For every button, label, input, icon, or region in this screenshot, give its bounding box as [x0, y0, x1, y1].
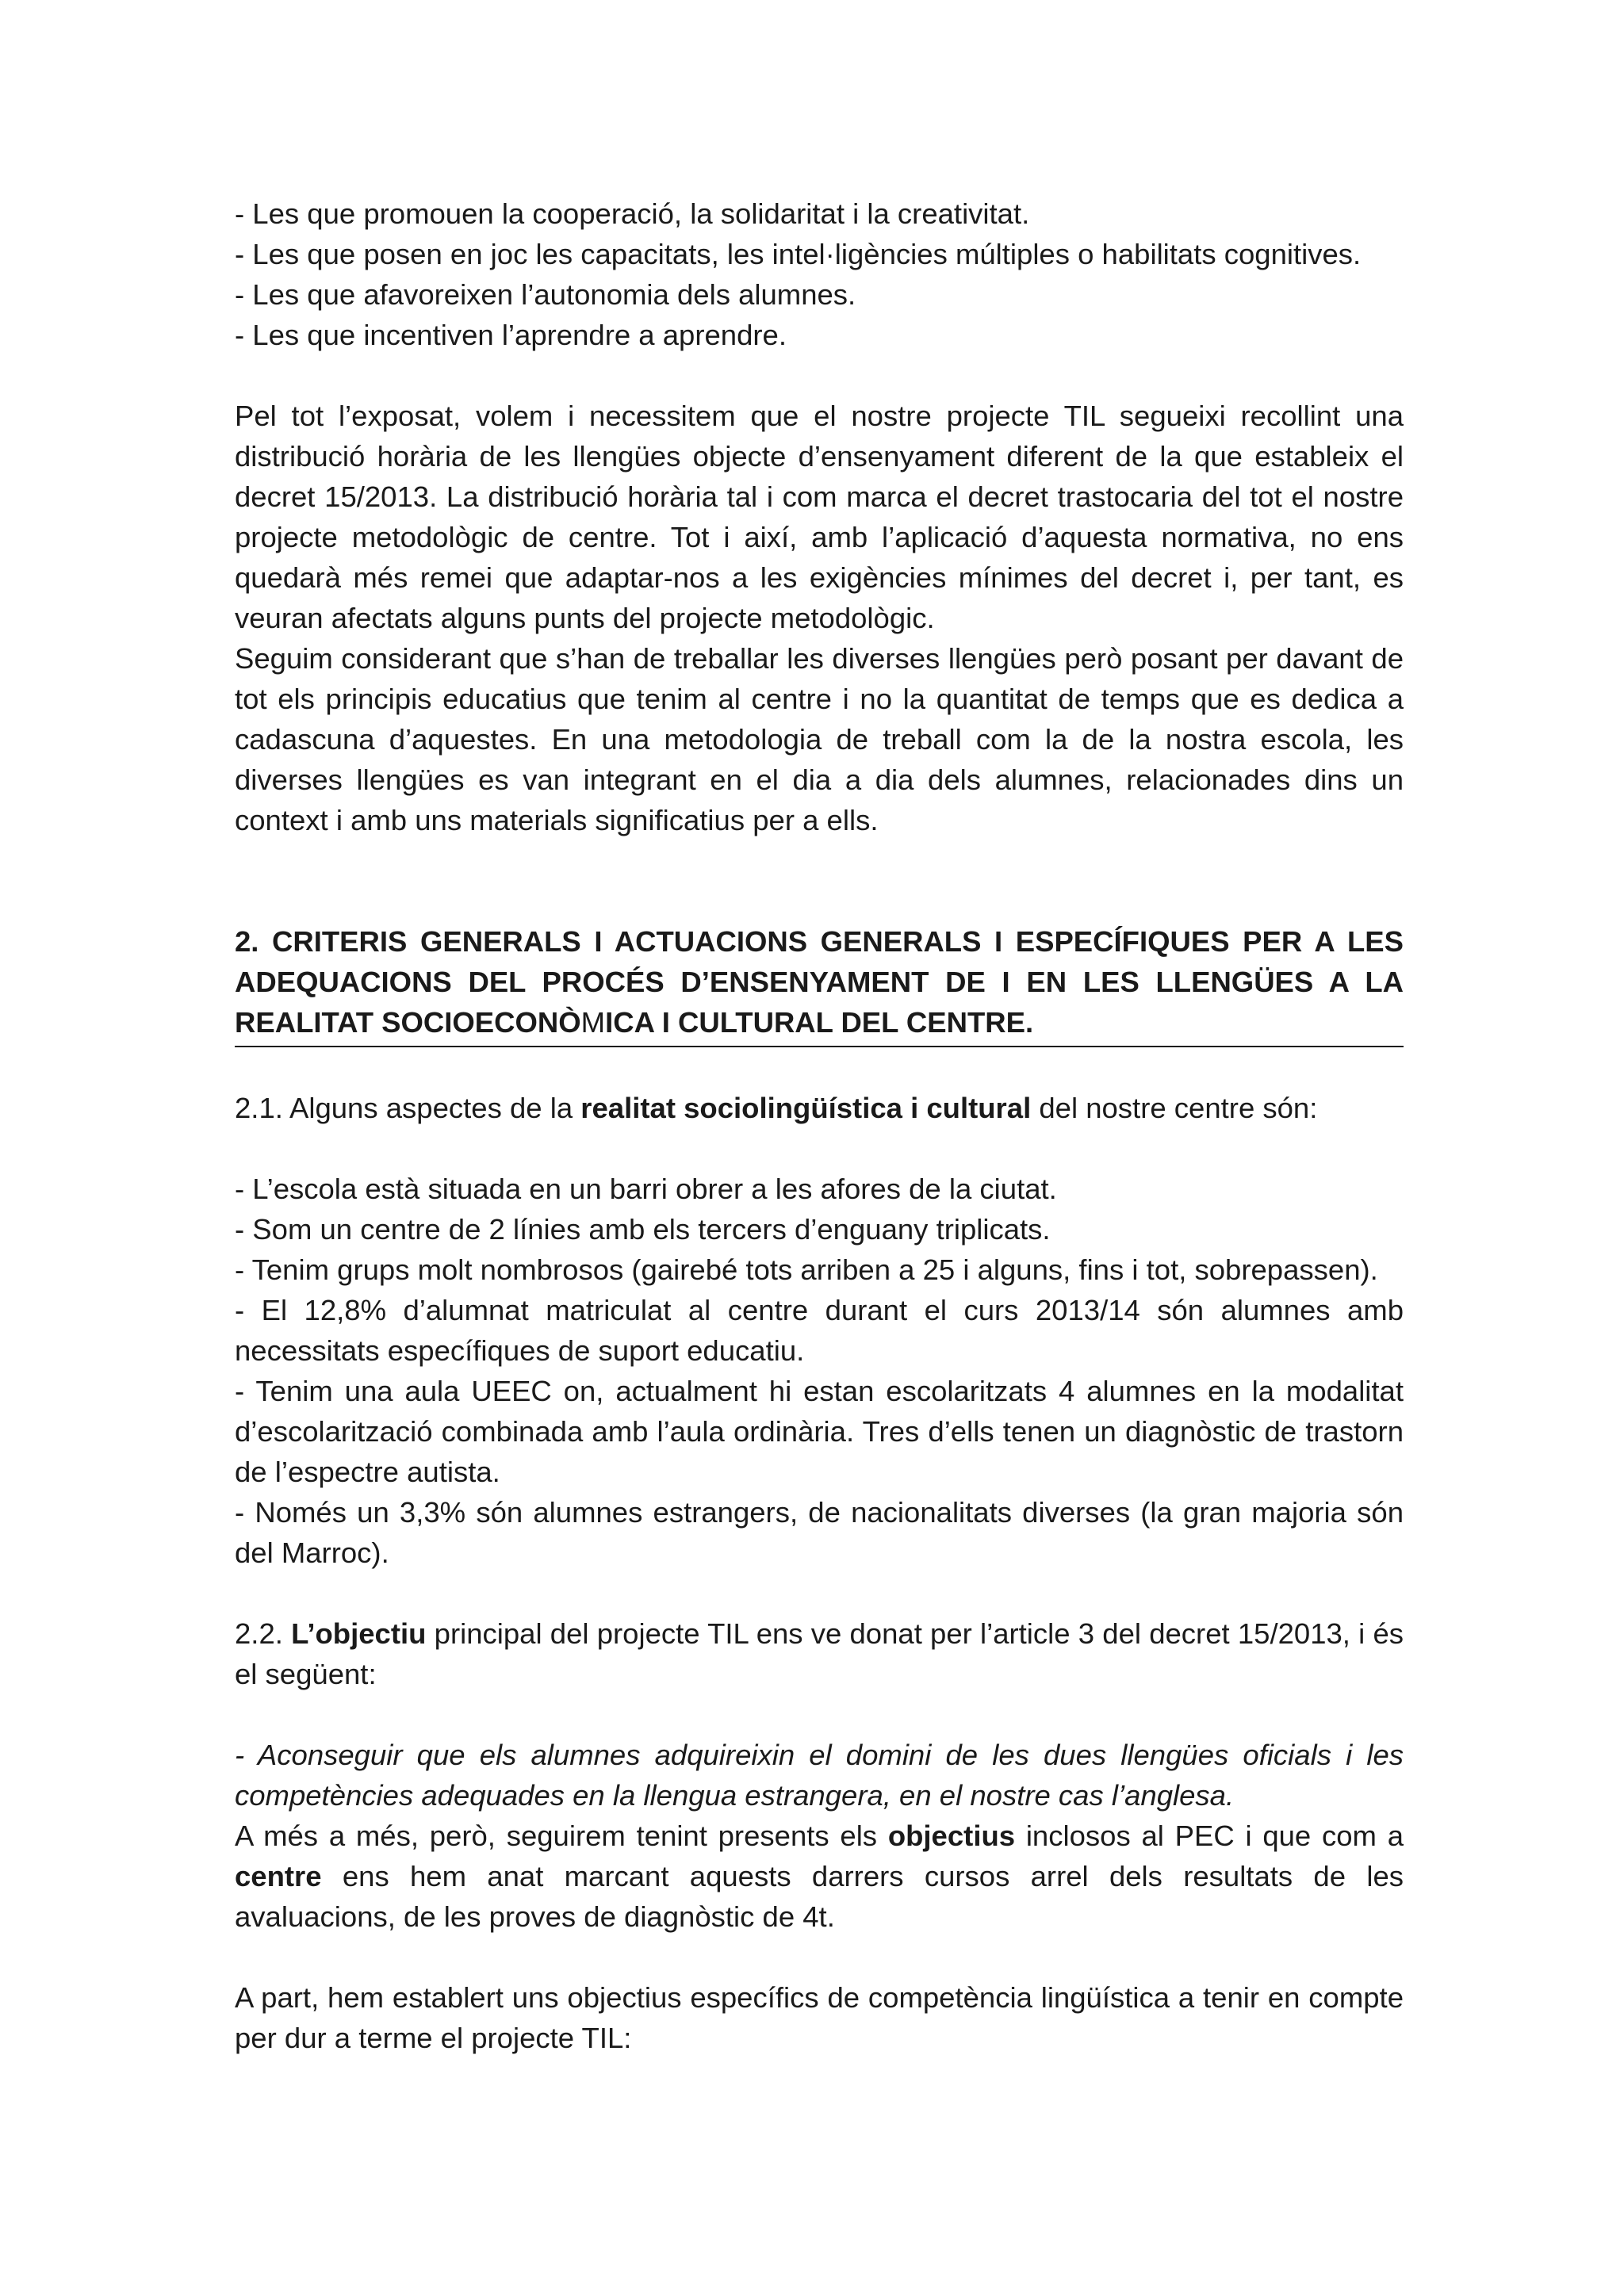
intro-bullet: - Les que posen en joc les capacitats, les intel·ligències múltiples o habilitats cognitives. — [235, 238, 1362, 270]
spacer — [235, 1047, 1404, 1088]
spacer — [235, 1573, 1404, 1613]
paragraph-objectius — [235, 1816, 1404, 1937]
spacer — [235, 1128, 1404, 1169]
section-2-1-intro — [235, 1088, 1404, 1128]
objective-quote — [235, 1735, 1404, 1816]
objectius-text-c: inclosos al PEC i que com a — [1015, 1820, 1404, 1852]
list-item: - Tenim grups molt nombrosos (gairebé tots arriben a 25 i alguns, fins i tot, sobrepassen). — [235, 1253, 1378, 1286]
intro-bullet: - Les que afavoreixen l’autonomia dels alumnes. — [235, 278, 856, 311]
objectius-text-e: ens hem anat marcant aquests darrers cursos arrel dels resultats de les avaluacions, de les proves de diagnòstic de 4t. — [235, 1860, 1404, 1933]
section-2-1-bold: realitat sociolingüística i cultural — [580, 1092, 1032, 1124]
objectius-bold-objectius: objectius — [887, 1820, 1016, 1852]
paragraph-apart: A part, hem establert uns objectius específics de competència lingüística a tenir en compte per dur a terme el projecte TIL: — [235, 1981, 1404, 2054]
section-2-2-bold: L’objectiu — [291, 1617, 427, 1650]
section-2-title-part2: M — [580, 1006, 606, 1039]
spacer — [235, 840, 1404, 921]
objective-quote-text: - Aconseguir que els alumnes adquireixin el domini de les dues llengües oficials i les competències adequades en la llengua estrangera, en el nostre cas l’anglesa. — [235, 1739, 1404, 1812]
intro-bullet: - Les que promouen la cooperació, la solidaritat i la creativitat. — [235, 197, 1030, 230]
section-2-title — [235, 921, 1404, 1043]
paragraph-exposat: Pel tot l’exposat, volem i necessitem que el nostre projecte TIL segueixi recollint una distribució horària de les llengües objecte d’ensenyament diferent de la que estableix el decret 15/2013. La distribució horària tal i com marca el decret trastocaria del tot el nostre projecte metodològic de centre. Tot i així, amb l’aplicació d’aquesta normativa, no ens quedarà més remei que adaptar-nos a les exigències mínimes del decret i, per tant, es veuran afectats alguns punts del projecte metodològic. — [235, 400, 1404, 634]
section-2-2-intro — [235, 1613, 1404, 1694]
list-item: - Som un centre de 2 línies amb els tercers d’enguany triplicats. — [235, 1213, 1051, 1246]
section-2-1-suffix: del nostre centre són: — [1031, 1092, 1318, 1124]
section-2-2-prefix: 2.2. — [235, 1617, 292, 1650]
paragraph-seguim: Seguim considerant que s’han de treballar les diverses llengües però posant per davant de tot els principis educatius que tenim al centre i no la quantitat de temps que es dedica a cadascuna d’aquestes. En una metodologia de treball com la de la nostra escola, les diverses llengües es van integrant en el dia a dia dels alumnes, relacionades dins un context i amb uns materials significatius per a ells. — [235, 642, 1404, 836]
section-2-title-part3: ICA I CULTURAL DEL CENTRE. — [605, 1006, 1034, 1039]
list-item: - El 12,8% d’alumnat matriculat al centre durant el curs 2013/14 són alumnes amb necessitats específiques de suport educatiu. — [235, 1294, 1404, 1367]
objectius-bold-centre: centre — [235, 1860, 322, 1892]
objectius-text-a: A més a més, però, seguirem tenint presents els — [235, 1820, 888, 1852]
section-2-heading — [235, 921, 1404, 1047]
spacer — [235, 1937, 1404, 1977]
list-item: - Només un 3,3% són alumnes estrangers, de nacionalitats diverses (la gran majoria són del Marroc). — [235, 1496, 1404, 1569]
section-2-2-suffix: principal del projecte TIL ens ve donat per l’article 3 del decret 15/2013, i és el següent: — [235, 1617, 1404, 1690]
section-2-title-part1: 2. CRITERIS GENERALS I ACTUACIONS GENERALS I ESPECÍFIQUES PER A LES ADEQUACIONS DEL PROCÉS D’ENSENYAMENT DE I EN LES LLENGÜES A LA REALITAT SOCIOECONÒ — [235, 925, 1404, 1039]
section-2-1-prefix: 2.1. Alguns aspectes de la — [235, 1092, 581, 1124]
list-item: - Tenim una aula UEEC on, actualment hi estan escolaritzats 4 alumnes en la modalitat d’escolarització combinada amb l’aula ordinària. Tres d’ells tenen un diagnòstic de trastorn de l’espectre autista. — [235, 1375, 1404, 1488]
document-body — [235, 193, 1404, 2058]
spacer — [235, 355, 1404, 396]
spacer — [235, 1694, 1404, 1735]
intro-bullet: - Les que incentiven l’aprendre a aprendre. — [235, 319, 787, 351]
list-item: - L’escola està situada en un barri obrer a les afores de la ciutat. — [235, 1173, 1057, 1205]
